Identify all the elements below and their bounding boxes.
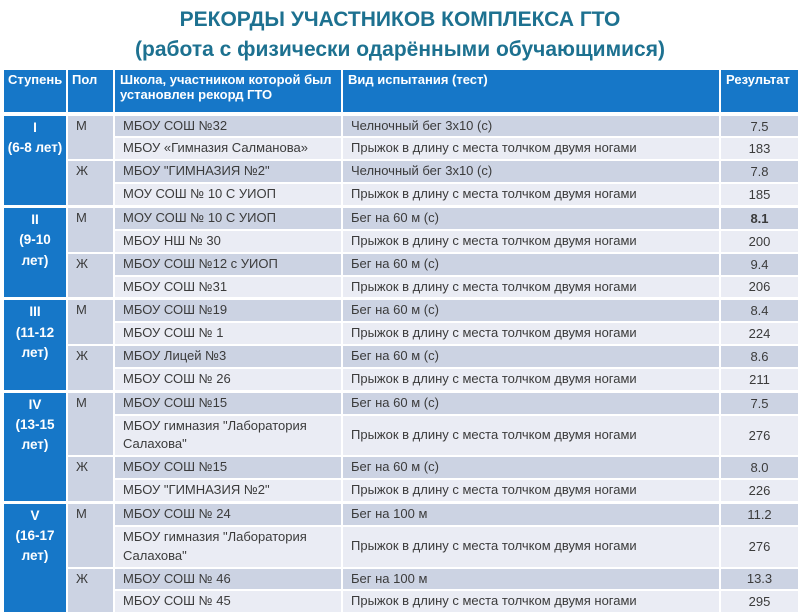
table-row	[3, 502, 799, 525]
test-cell: Прыжок в длину с места толчком двумя ногами	[342, 526, 720, 568]
gender-cell: М	[67, 502, 114, 567]
school-cell: МБОУ СОШ № 1	[114, 322, 342, 345]
test-cell: Челночный бег 3х10 (с)	[342, 114, 720, 138]
school-cell: МБОУ СОШ №15	[114, 456, 342, 479]
test-cell: Прыжок в длину с места толчком двумя ногами	[342, 479, 720, 502]
test-cell: Прыжок в длину с места толчком двумя ногами	[342, 137, 720, 160]
gender-cell: М	[67, 391, 114, 456]
table-row	[3, 415, 799, 457]
test-cell: Бег на 60 м (с)	[342, 456, 720, 479]
result-cell: 13.3	[720, 568, 799, 591]
result-cell: 11.2	[720, 502, 799, 525]
result-cell: 206	[720, 276, 799, 299]
table-row	[3, 479, 799, 502]
gender-cell: Ж	[67, 568, 114, 614]
stage-numeral: I	[33, 119, 37, 135]
school-cell: МБОУ "ГИМНАЗИЯ №2"	[114, 479, 342, 502]
test-cell: Бег на 100 м	[342, 502, 720, 525]
table-row	[3, 526, 799, 568]
column-header-stage: Ступень	[3, 69, 67, 114]
table-row	[3, 568, 799, 591]
stage-cell-2	[3, 207, 67, 299]
column-header-school: Школа, участником которой был установлен рекорд ГТО	[114, 69, 342, 114]
table-row	[3, 183, 799, 206]
test-cell: Прыжок в длину с места толчком двумя ногами	[342, 276, 720, 299]
test-cell: Челночный бег 3х10 (с)	[342, 160, 720, 183]
table-row	[3, 299, 799, 322]
school-cell: МБОУ СОШ № 26	[114, 368, 342, 391]
result-cell: 224	[720, 322, 799, 345]
test-cell: Прыжок в длину с места толчком двумя ногами	[342, 230, 720, 253]
table-row	[3, 590, 799, 613]
gender-cell: Ж	[67, 456, 114, 502]
stage-cell-1	[3, 114, 67, 207]
table-row	[3, 456, 799, 479]
test-cell: Бег на 100 м	[342, 568, 720, 591]
table-row	[3, 368, 799, 391]
gender-cell: М	[67, 299, 114, 345]
table-row	[3, 207, 799, 230]
school-cell: МОУ СОШ № 10 С УИОП	[114, 183, 342, 206]
result-cell: 276	[720, 415, 799, 457]
stage-age: (16-17 лет)	[15, 528, 55, 564]
records-table	[2, 68, 800, 614]
result-cell: 8.6	[720, 345, 799, 368]
test-cell: Прыжок в длину с места толчком двумя ногами	[342, 368, 720, 391]
table-row	[3, 230, 799, 253]
test-cell: Бег на 60 м (с)	[342, 299, 720, 322]
table-row	[3, 391, 799, 414]
gender-cell: М	[67, 114, 114, 161]
result-cell: 9.4	[720, 253, 799, 276]
result-cell: 8.4	[720, 299, 799, 322]
stage-numeral: III	[29, 304, 41, 320]
table-row	[3, 276, 799, 299]
school-cell: МБОУ "ГИМНАЗИЯ №2"	[114, 160, 342, 183]
result-cell: 200	[720, 230, 799, 253]
page-title-line1: РЕКОРДЫ УЧАСТНИКОВ КОМПЛЕКСА ГТО	[179, 8, 621, 31]
school-cell: МБОУ СОШ № 45	[114, 590, 342, 613]
test-cell: Прыжок в длину с места толчком двумя ногами	[342, 322, 720, 345]
table-row	[3, 322, 799, 345]
stage-cell-4	[3, 391, 67, 502]
table-header-row	[3, 69, 799, 114]
page-title	[0, 0, 800, 65]
table-row	[3, 114, 799, 138]
school-cell: МБОУ СОШ №31	[114, 276, 342, 299]
stage-numeral: IV	[28, 396, 42, 412]
stage-numeral: II	[31, 212, 39, 227]
school-cell: МБОУ СОШ № 46	[114, 568, 342, 591]
gender-cell: Ж	[67, 345, 114, 391]
school-cell: МБОУ Лицей №3	[114, 345, 342, 368]
stage-numeral: V	[30, 507, 40, 523]
result-cell: 7.8	[720, 160, 799, 183]
table-row	[3, 253, 799, 276]
result-cell: 226	[720, 479, 799, 502]
result-cell: 8.1	[720, 207, 799, 230]
column-header-gender: Пол	[67, 69, 114, 114]
test-cell: Прыжок в длину с места толчком двумя ногами	[342, 415, 720, 457]
school-cell: МБОУ СОШ №12 с УИОП	[114, 253, 342, 276]
school-cell: МОУ СОШ № 10 С УИОП	[114, 207, 342, 230]
gender-cell: Ж	[67, 160, 114, 206]
school-cell: МБОУ СОШ №32	[114, 114, 342, 138]
school-cell: МБОУ гимназия "Лаборатория Салахова"	[114, 526, 342, 568]
result-cell: 7.5	[720, 114, 799, 138]
test-cell: Бег на 60 м (с)	[342, 345, 720, 368]
column-header-result: Результат	[720, 69, 799, 114]
school-cell: МБОУ гимназия "Лаборатория Салахова"	[114, 415, 342, 457]
test-cell: Прыжок в длину с места толчком двумя ногами	[342, 183, 720, 206]
page-title-line2: (работа с физически одарёнными обучающимися)	[135, 37, 665, 61]
table-row	[3, 345, 799, 368]
test-cell: Прыжок в длину с места толчком двумя ногами	[342, 590, 720, 613]
result-cell: 7.5	[720, 391, 799, 414]
school-cell: МБОУ «Гимназия Салманова»	[114, 137, 342, 160]
test-cell: Бег на 60 м (с)	[342, 253, 720, 276]
table-row	[3, 137, 799, 160]
stage-age: (6-8 лет)	[7, 139, 63, 155]
table-row	[3, 160, 799, 183]
gender-cell: Ж	[67, 253, 114, 299]
stage-age: (13-15 лет)	[15, 417, 55, 453]
stage-cell-5	[3, 502, 67, 613]
test-cell: Бег на 60 м (с)	[342, 207, 720, 230]
school-cell: МБОУ НШ № 30	[114, 230, 342, 253]
result-cell: 183	[720, 137, 799, 160]
school-cell: МБОУ СОШ №15	[114, 391, 342, 414]
test-cell: Бег на 60 м (с)	[342, 391, 720, 414]
stage-age: (9-10 лет)	[19, 232, 51, 268]
stage-cell-3	[3, 299, 67, 391]
school-cell: МБОУ СОШ № 24	[114, 502, 342, 525]
result-cell: 276	[720, 526, 799, 568]
result-cell: 8.0	[720, 456, 799, 479]
result-cell: 211	[720, 368, 799, 391]
school-cell: МБОУ СОШ №19	[114, 299, 342, 322]
gender-cell: М	[67, 207, 114, 253]
stage-age: (11-12 лет)	[15, 324, 55, 360]
result-cell: 185	[720, 183, 799, 206]
column-header-test: Вид испытания (тест)	[342, 69, 720, 114]
result-cell: 295	[720, 590, 799, 613]
